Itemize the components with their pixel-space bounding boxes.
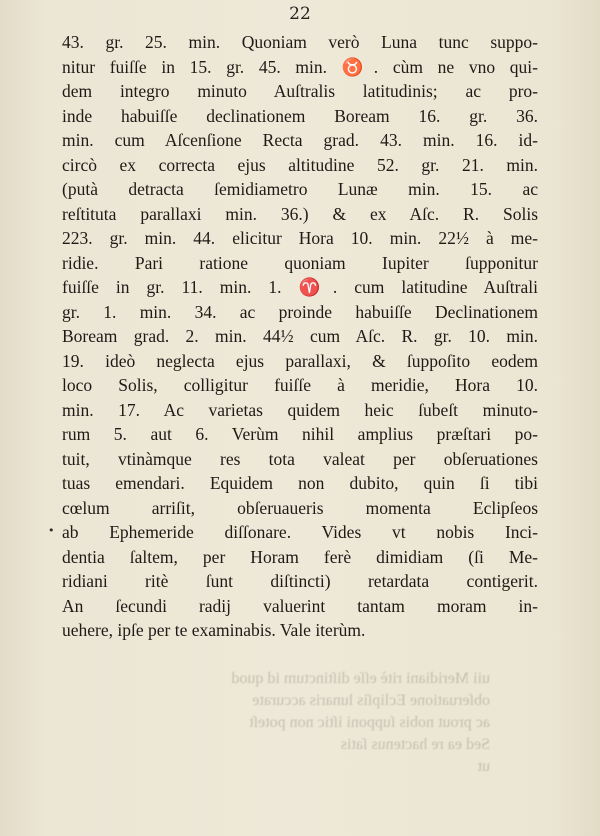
text-line: ab Ephemeride diſſonare. Vides vt nobis Inci- — [62, 522, 538, 542]
text-line: 223. gr. min. 44. elicitur Hora 10. min. 22½ à me- — [62, 228, 538, 248]
text-line: tuas emendari. Equidem non dubito, quin ſi tibi — [62, 473, 538, 493]
text-line: circò ex correcta ejus altitudine 52. gr. 21. min. — [62, 154, 538, 175]
text-line: cœlum arriſit, obſeruaueris momenta Eclipſeos — [62, 497, 538, 518]
text-line: Boream grad. 2. min. 44½ cum Aſc. R. gr. 10. min. — [62, 326, 538, 346]
body-text — [62, 30, 538, 643]
text-line: reſtituta parallaxi min. 36.) & ex Aſc. R. Solis — [62, 203, 538, 224]
text-line: dentia ſaltem, per Horam ferè dimidiam (ſi Me- — [62, 546, 538, 567]
text-line: ridiani ritè ſunt diſtincti) retardata contigerit. — [62, 571, 538, 591]
text-line: 43. gr. 25. min. Quoniam verò Luna tunc suppo- — [62, 32, 538, 52]
text-line: fuiſſe in gr. 11. min. 1. ♈. cum latitudine Auſtrali — [62, 277, 538, 297]
text-line: nitur fuiſſe in 15. gr. 45. min. ♉. cùm ne vno qui- — [62, 56, 538, 77]
bleed-through-text: uii Meridiani ritè eſſe diſtinctum id quod obſeruatione Eclipſis lunaris accurate ac prout nobis ſupponi iſtic non poteſt Sed ea re hactenus ſatis ut — [231, 670, 490, 775]
text-line: min. cum Aſcenſione Recta grad. 43. min. 16. id- — [62, 130, 538, 150]
text-line: inde habuiſſe declinationem Boream 16. gr. 36. — [62, 105, 538, 126]
text-line: loco Solis, colligitur fuiſſe à meridie, Hora 10. — [62, 375, 538, 395]
text-line: (putà detracta ſemidiametro Lunæ min. 15. ac — [62, 179, 538, 199]
text-line-final: uehere, ipſe per te examinabis. Vale iterùm. — [62, 620, 366, 640]
text-line: dem integro minuto Auſtralis latitudinis; ac pro- — [62, 81, 538, 101]
margin-mark-icon: • — [48, 524, 55, 537]
text-line: min. 17. Ac varietas quidem heic ſubeſt minuto- — [62, 399, 538, 420]
page-number: 22 — [289, 4, 311, 24]
text-line: 19. ideò neglecta ejus parallaxi, & ſuppoſito eodem — [62, 350, 538, 371]
text-line: ridie. Pari ratione quoniam Iupiter ſupponitur — [62, 252, 538, 273]
text-line: An ſecundi radij valuerint tantam moram in- — [62, 595, 538, 616]
text-line: gr. 1. min. 34. ac proinde habuiſſe Declinationem — [62, 301, 538, 322]
text-line: rum 5. aut 6. Verùm nihil amplius præſtari po- — [62, 424, 538, 444]
text-line: tuit, vtinàmque res tota valeat per obſeruationes — [62, 448, 538, 469]
